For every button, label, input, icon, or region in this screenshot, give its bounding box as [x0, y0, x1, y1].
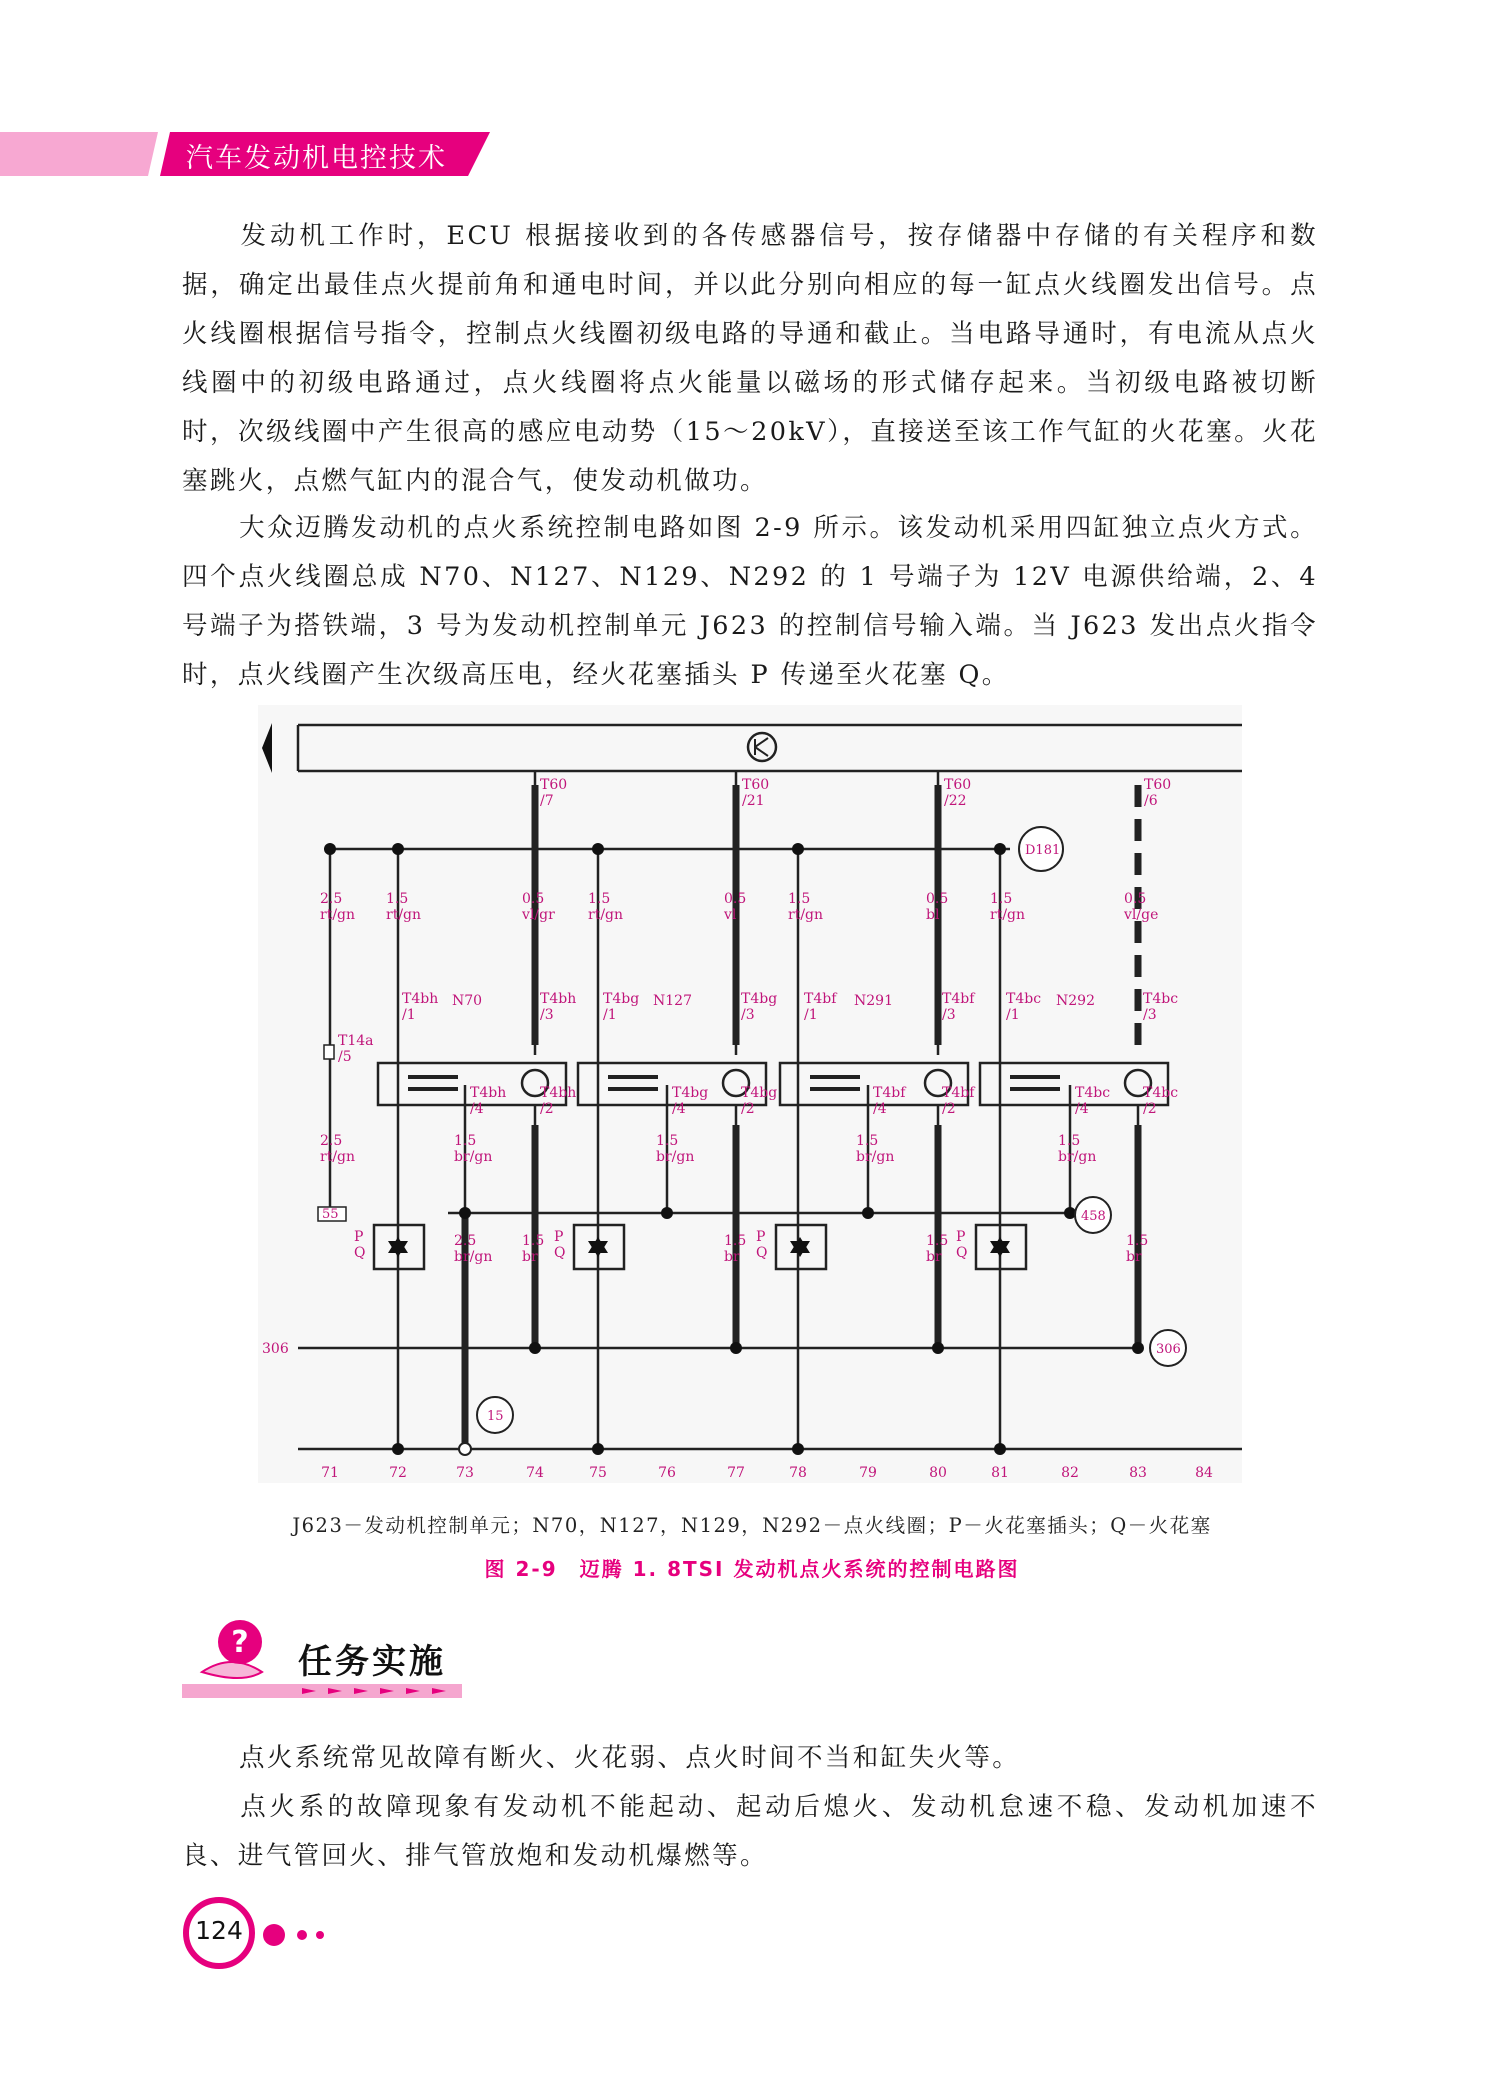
- wire-label: 0.5 vl/gr: [522, 891, 555, 923]
- terminal-number: 72: [389, 1465, 407, 1481]
- pq-label: P Q: [554, 1229, 566, 1261]
- wire-label: 1.5 rt/gn: [588, 891, 624, 923]
- coil-pin: T4bh /3: [540, 991, 577, 1023]
- coil-name: N127: [653, 993, 692, 1009]
- node-306-label: 306: [1156, 1342, 1181, 1357]
- ignition-circuit-diagram: [258, 705, 1242, 1483]
- wire-label: 1.5 rt/gn: [386, 891, 422, 923]
- node-458-label: 458: [1081, 1209, 1106, 1224]
- coil-name: N292: [1056, 993, 1095, 1009]
- page-number: 124: [195, 1916, 243, 1945]
- pq-label: P Q: [354, 1229, 366, 1261]
- ecu-pin-7: T60 /7: [540, 777, 568, 809]
- terminal-number: 73: [456, 1465, 474, 1481]
- terminal-number: 71: [321, 1465, 339, 1481]
- terminal-number: 83: [1129, 1465, 1147, 1481]
- ecu-pin-21: T60 /21: [742, 777, 770, 809]
- terminal-number: 76: [658, 1465, 676, 1481]
- terminal-number: 78: [789, 1465, 807, 1481]
- coil-pin: T4bc /3: [1143, 991, 1179, 1023]
- terminal-number: 77: [727, 1465, 745, 1481]
- terminal-number: 81: [991, 1465, 1009, 1481]
- coil-pin: T4bg /4: [672, 1085, 709, 1117]
- left-306-label: 306: [262, 1341, 289, 1357]
- wire-label: 1.5 br: [522, 1233, 545, 1265]
- ecu-pin-6: T60 /6: [1144, 777, 1172, 809]
- terminal-number: 82: [1061, 1465, 1079, 1481]
- wire-label: 1.5 br: [926, 1233, 949, 1265]
- terminal-number: 74: [526, 1465, 544, 1481]
- coil-pin: T4bc /1: [1006, 991, 1042, 1023]
- paragraph-1: 发动机工作时，ECU 根据接收到的各传感器信号，按存储器中存储的有关程序和数据，确定出最佳点火提前角和通电时间，并以此分别向相应的每一缸点火线圈发出信号。点火线圈根据信号指令，控制点火线圈初级电路的导通和截止。当电路导通时，有电流从点火线圈中的初级电路通过，点火线圈将点火能量以磁场的形式储存起来。当初级电路被切断时，次级线圈中产生很高的感应电动势（15～20kV），直接送至该工作气缸的火花塞。火花塞跳火，点燃气缸内的混合气，使发动机做功。: [182, 221, 1318, 496]
- paragraph-2: 大众迈腾发动机的点火系统控制电路如图 2-9 所示。该发动机采用四缸独立点火方式。四个点火线圈总成 N70、N127、N129、N292 的 1 号端子为 12V 电源供给端，2、4 号端子为搭铁端，3 号为发动机控制单元 J623 的控制信号输入端。当 J623 发出点火指令时，点火线圈产生次级高压电，经火花塞插头 P 传递至火花塞 Q。: [182, 513, 1318, 690]
- coil-pin: T4bh /2: [540, 1085, 577, 1117]
- connector-t14a: T14a /5: [338, 1033, 374, 1065]
- coil-pin: T4bf /4: [873, 1085, 906, 1117]
- wire-label: 1.5 br/gn: [656, 1133, 695, 1165]
- wire-label: 0.5 bl: [926, 891, 949, 923]
- coil-pin: T4bg /2: [741, 1085, 778, 1117]
- terminal-number: 79: [859, 1465, 877, 1481]
- coil-name: N70: [452, 993, 483, 1009]
- coil-pin: T4bh /1: [402, 991, 439, 1023]
- book-title: 汽车发动机电控技术: [186, 143, 447, 174]
- terminal-number: 84: [1195, 1465, 1213, 1481]
- box-55-label: 55: [322, 1207, 339, 1222]
- wire-label: 1.5 br: [724, 1233, 747, 1265]
- wire-label: 1.5 br/gn: [1058, 1133, 1097, 1165]
- figure-caption: 图 2-9 迈腾 1. 8TSI 发动机点火系统的控制电路图: [484, 1557, 1020, 1581]
- wire-label: 1.5 rt/gn: [990, 891, 1026, 923]
- wire-label: 1.5 br: [1126, 1233, 1149, 1265]
- coil-pin: T4bh /4: [470, 1085, 507, 1117]
- pq-label: P Q: [756, 1229, 768, 1261]
- paragraph-4: 点火系的故障现象有发动机不能起动、起动后熄火、发动机怠速不稳、发动机加速不良、进气管回火、排气管放炮和发动机爆燃等。: [182, 1792, 1318, 1871]
- wire-label: 1.5 rt/gn: [788, 891, 824, 923]
- wire-label: 1.5 br/gn: [454, 1133, 493, 1165]
- wire-label: 2.5 rt/gn: [320, 891, 356, 923]
- coil-pin: T4bf /2: [942, 1085, 975, 1117]
- terminal-number: 75: [589, 1465, 607, 1481]
- wire-label: 2.5 br/gn: [454, 1233, 493, 1265]
- figure-legend: J623－发动机控制单元；N70，N127，N129，N292－点火线圈；P－火花塞插头；Q－火花塞: [292, 1514, 1212, 1537]
- wire-label: 0.5 vl/ge: [1124, 891, 1159, 923]
- coil-pin: T4bc /2: [1143, 1085, 1179, 1117]
- coil-pin: T4bc /4: [1075, 1085, 1111, 1117]
- page-dots: [260, 1920, 330, 1950]
- section-title: 任务实施: [298, 1642, 446, 1682]
- pq-label: P Q: [956, 1229, 968, 1261]
- coil-pin: T4bf /1: [804, 991, 837, 1023]
- node-d181-label: D181: [1025, 843, 1061, 858]
- coil-pin: T4bg /3: [741, 991, 778, 1023]
- paragraph-3: 点火系统常见故障有断火、火花弱、点火时间不当和缸失火等。: [239, 1743, 1021, 1773]
- wire-label: 0.5 vl: [724, 891, 747, 923]
- coil-name: N291: [854, 993, 893, 1009]
- coil-pin: T4bg /1: [603, 991, 640, 1023]
- node-15-label: 15: [487, 1409, 504, 1424]
- svg-text:?: ?: [231, 1625, 249, 1660]
- coil-pin: T4bf /3: [942, 991, 975, 1023]
- ecu-pin-22: T60 /22: [944, 777, 972, 809]
- wire-label: 2.5 rt/gn: [320, 1133, 356, 1165]
- wire-label: 1.5 br/gn: [856, 1133, 895, 1165]
- terminal-number: 80: [929, 1465, 947, 1481]
